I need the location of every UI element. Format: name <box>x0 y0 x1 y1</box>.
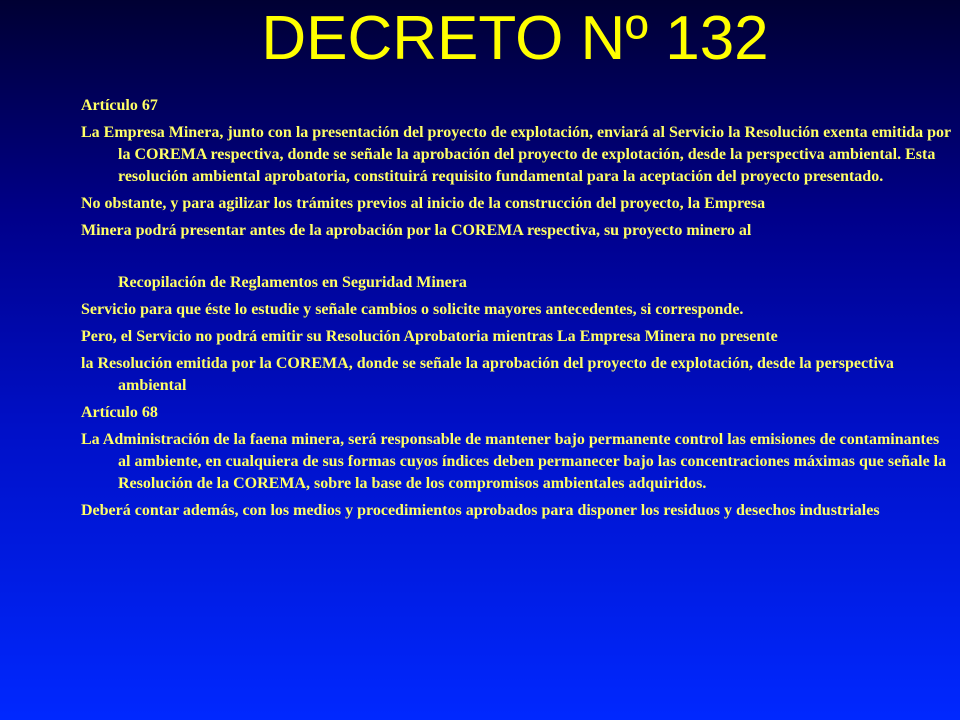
article-67-paragraph-1: La Empresa Minera, junto con la presentación del proyecto de explotación, enviará al Servicio la Resolución exenta emitida por la COREMA respectiva, donde se señale la aprobación del proyecto de explotación, desde la perspectiva ambiental. Esta resolución ambiental aprobatoria, constituirá requisito fundamental para la aceptación del proyecto presentado. <box>81 124 951 185</box>
article-67-paragraph-4: Servicio para que éste lo estudie y señale cambios o solicite mayores antecedentes, si corresponde. <box>81 301 744 318</box>
footer-compilation-title: Recopilación de Reglamentos en Seguridad Minera <box>118 274 467 291</box>
article-67-paragraph-6: la Resolución emitida por la COREMA, donde se señale la aprobación del proyecto de explotación, desde la perspectiva ambiental <box>81 355 894 394</box>
article-67-heading: Artículo 67 <box>81 97 158 114</box>
article-67-paragraph-3: Minera podrá presentar antes de la aprobación por la COREMA respectiva, su proyecto minero al <box>81 222 752 239</box>
article-68-paragraph-2: Deberá contar además, con los medios y procedimientos aprobados para disponer los residuos y desechos industriales <box>81 502 880 519</box>
article-67-paragraph-5: Pero, el Servicio no podrá emitir su Resolución Aprobatoria mientras La Empresa Minera no presente <box>81 328 778 345</box>
spacer <box>81 247 955 272</box>
article-68-heading: Artículo 68 <box>81 404 158 421</box>
slide-title: DECRETO Nº 132 <box>261 4 769 73</box>
article-67-paragraph-2: No obstante, y para agilizar los trámites previos al inicio de la construcción del proyecto, la Empresa <box>81 195 766 212</box>
slide-body <box>81 95 955 527</box>
article-68-paragraph-1: La Administración de la faena minera, será responsable de mantener bajo permanente control las emisiones de contaminantes al ambiente, en cualquiera de sus formas cuyos índices deben permanecer bajo las concentraciones máximas que señale la Resolución de la COREMA, sobre la base de los compromisos ambientales adquiridos. <box>81 431 947 492</box>
